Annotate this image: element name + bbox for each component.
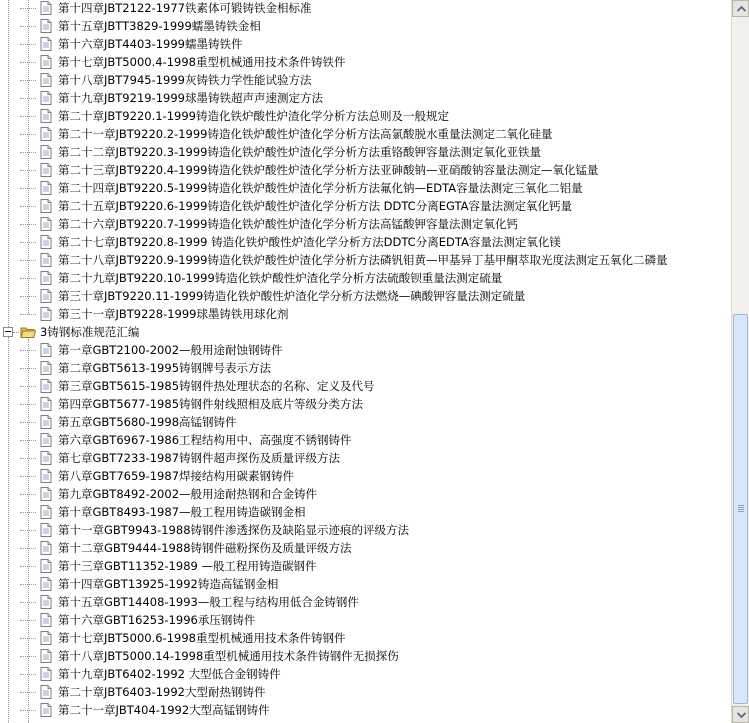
tree-item-label: 第一章GBT2100-2002—般用途耐蚀钢铸件	[58, 343, 283, 357]
tree-item-label: 第十二章GBT9444-1988铸钢件磁粉探伤及质量评级方法	[58, 541, 352, 555]
tree-item-label: 第四章GBT5677-1985铸钢件射线照相及底片等级分类方法	[58, 397, 364, 411]
tree-item-label: 第二十一章JBT9220.2-1999铸造化铁炉酸性炉渣化学分析方法高氯酸脱水重量法测定二氧化硅量	[58, 127, 553, 141]
document-icon	[38, 612, 54, 628]
tree-item-label: 第二十章JBT9220.1-1999铸造化铁炉酸性炉渣化学分析方法总则及一般规定	[58, 109, 449, 123]
scroll-down-button[interactable]	[732, 706, 749, 723]
document-icon	[38, 252, 54, 268]
document-icon	[38, 648, 54, 664]
open-folder-icon	[20, 324, 36, 340]
document-icon	[38, 0, 54, 16]
tree-item[interactable]	[0, 701, 731, 719]
tree-item[interactable]	[0, 71, 731, 89]
tree-item-label: 第十一章GBT9943-1988铸钢件渗透探伤及缺陷显示迹痕的评级方法	[58, 523, 410, 537]
tree-item[interactable]	[0, 0, 731, 17]
document-icon	[38, 468, 54, 484]
tree-item-label: 第十八章JBT7945-1999灰铸铁力学性能试验方法	[58, 73, 312, 87]
tree-item-label: 第十三章GBT11352-1989 —般工程用铸造碳钢件	[58, 559, 317, 573]
document-icon	[38, 396, 54, 412]
document-icon	[38, 180, 54, 196]
document-icon	[38, 432, 54, 448]
tree-item[interactable]	[0, 629, 731, 647]
document-icon	[38, 540, 54, 556]
tree-item-label: 第二十八章JBT9220.9-1999铸造化铁炉酸性炉渣化学分析方法磷钒钼黄—甲基异丁基甲酮萃取光度法测定五氧化二磷量	[58, 253, 668, 267]
tree-item-label: 第二十四章JBT9220.5-1999铸造化铁炉酸性炉渣化学分析方法氟化钠—EDTA容量法测定三氧化二铝量	[58, 181, 583, 195]
tree-item-label: 第九章GBT8492-2002—般用途耐热钢和合金铸件	[58, 487, 318, 501]
tree-item-label: 第二章GBT5613-1995铸钢牌号表示方法	[58, 361, 272, 375]
document-icon	[38, 270, 54, 286]
tree-item-label: 第二十五章JBT9220.6-1999铸造化铁炉酸性炉渣化学分析方法 DDTC分离EGTA容量法测定氧化钙量	[58, 199, 572, 213]
tree-item-label: 第十四章GBT13925-1992铸造高锰钢金相	[58, 577, 279, 591]
scroll-up-arrow-icon	[737, 6, 746, 12]
tree-item[interactable]	[0, 341, 731, 359]
tree-item[interactable]	[0, 215, 731, 233]
document-icon	[38, 54, 54, 70]
tree-item-label: 第五章GBT5680-1998高锰钢铸件	[58, 415, 237, 429]
document-icon	[38, 108, 54, 124]
tree-item[interactable]	[0, 35, 731, 53]
document-icon	[38, 684, 54, 700]
tree-item[interactable]	[0, 287, 731, 305]
tree-folder-label: 3铸钢标准规范汇编	[40, 325, 140, 339]
tree-item[interactable]	[0, 557, 731, 575]
scroll-down-arrow-icon	[737, 712, 746, 718]
tree-item-label: 第十九章JBT9219-1999球墨铸铁超声声速测定方法	[58, 91, 323, 105]
tree-item[interactable]	[0, 197, 731, 215]
tree-item[interactable]	[0, 611, 731, 629]
document-icon	[38, 594, 54, 610]
tree-item-label: 第十九章JBT6402-1992 大型低合金钢铸件	[58, 667, 281, 681]
tree-item[interactable]	[0, 665, 731, 683]
document-icon	[38, 162, 54, 178]
document-icon	[38, 90, 54, 106]
tree-item[interactable]	[0, 575, 731, 593]
document-icon	[38, 126, 54, 142]
document-icon	[38, 450, 54, 466]
tree-item-label: 第十五章JBTT3829-1999蠕墨铸铁金相	[58, 19, 261, 33]
tree-item[interactable]	[0, 647, 731, 665]
tree-item[interactable]	[0, 377, 731, 395]
tree-item[interactable]	[0, 593, 731, 611]
tree-item-label: 第六章GBT6967-1986工程结构用中、高强度不锈钢铸件	[58, 433, 352, 447]
tree-item-label: 第十六章JBT4403-1999蠕墨铸铁件	[58, 37, 243, 51]
tree-item[interactable]	[0, 467, 731, 485]
document-icon	[38, 72, 54, 88]
tree-item-label: 第三章GBT5615-1985铸钢件热处理状态的名称、定义及代号	[58, 379, 375, 393]
tree-folder-row[interactable]	[0, 323, 731, 341]
document-icon	[38, 234, 54, 250]
tree-item[interactable]	[0, 503, 731, 521]
document-icon	[38, 342, 54, 358]
tree-item-label: 第十章GBT8493-1987—般工程用铸造碳钢金相	[58, 505, 306, 519]
document-icon	[38, 504, 54, 520]
tree-item[interactable]	[0, 395, 731, 413]
tree-item[interactable]	[0, 233, 731, 251]
document-icon	[38, 702, 54, 718]
tree-item[interactable]	[0, 539, 731, 557]
document-icon	[38, 666, 54, 682]
tree-item[interactable]	[0, 683, 731, 701]
document-icon	[38, 522, 54, 538]
document-icon	[38, 306, 54, 322]
document-icon	[38, 288, 54, 304]
tree-item[interactable]	[0, 413, 731, 431]
tree-item[interactable]	[0, 449, 731, 467]
tree-item-label: 第三十章JBT9220.11-1999铸造化铁炉酸性炉渣化学分析方法燃烧—碘酸钾容量法测定硫量	[58, 289, 526, 303]
tree-item-label: 第十七章JBT5000.4-1998重型机械通用技术条件铸铁件	[58, 55, 346, 69]
tree-item[interactable]	[0, 161, 731, 179]
tree-item-label: 第二十三章JBT9220.4-1999铸造化铁炉酸性炉渣化学分析方法亚砷酸钠—亚硝酸钠容量法测定—氧化锰量	[58, 163, 599, 177]
tree-item[interactable]	[0, 107, 731, 125]
tree-item-label: 第八章GBT7659-1987焊接结构用碳素钢铸件	[58, 469, 295, 483]
scroll-up-button[interactable]	[732, 0, 749, 17]
tree-item-label: 第二十一章JBT404-1992大型高锰钢铸件	[58, 703, 270, 717]
document-icon	[38, 198, 54, 214]
tree-item-label: 第二十六章JBT9220.7-1999铸造化铁炉酸性炉渣化学分析方法高锰酸钾容量法测定氧化钙	[58, 217, 518, 231]
tree-item-label: 第七章GBT7233-1987铸钢件超声探伤及质量评级方法	[58, 451, 341, 465]
tree-item-label: 第十七章JBT5000.6-1998重型机械通用技术条件铸钢件	[58, 631, 346, 645]
vertical-scrollbar[interactable]	[731, 0, 749, 723]
tree-item[interactable]	[0, 17, 731, 35]
tree-item[interactable]	[0, 521, 731, 539]
tree-item[interactable]	[0, 251, 731, 269]
tree-item[interactable]	[0, 53, 731, 71]
document-icon	[38, 558, 54, 574]
document-icon	[38, 576, 54, 592]
document-icon	[38, 378, 54, 394]
collapse-minus-icon[interactable]	[3, 327, 13, 337]
document-icon	[38, 216, 54, 232]
tree-item[interactable]	[0, 305, 731, 323]
document-icon	[38, 630, 54, 646]
tree-item[interactable]	[0, 359, 731, 377]
tree-item-label: 第十六章GBT16253-1996承压钢铸件	[58, 613, 256, 627]
tree-item-label: 第三十一章JBT9228-1999球墨铸铁用球化剂	[58, 307, 289, 321]
tree-item[interactable]	[0, 485, 731, 503]
document-icon	[38, 360, 54, 376]
tree-item-label: 第十四章JBT2122-1977铁素体可锻铸铁金相标准	[58, 1, 312, 15]
tree-item-label: 第二十七章JBT9220.8-1999 铸造化铁炉酸性炉渣化学分析方法DDTC分离EDTA容量法测定氧化镁	[58, 235, 561, 249]
tree-item-label: 第二十二章JBT9220.3-1999铸造化铁炉酸性炉渣化学分析方法重铬酸钾容量法测定氧化亚铁量	[58, 145, 541, 159]
document-icon	[38, 18, 54, 34]
document-icon	[38, 486, 54, 502]
tree-item[interactable]	[0, 431, 731, 449]
tree-item-label: 第十五章GBT14408-1993—般工程与结构用低合金铸钢件	[58, 595, 359, 609]
document-icon	[38, 36, 54, 52]
scroll-thumb[interactable]	[733, 314, 748, 704]
document-icon	[38, 414, 54, 430]
tree-item[interactable]	[0, 269, 731, 287]
tree-item[interactable]	[0, 125, 731, 143]
tree-item-label: 第二十章JBT6403-1992大型耐热钢铸件	[58, 685, 266, 699]
tree-item-label: 第十八章JBT5000.14-1998重型机械通用技术条件铸钢件无损探伤	[58, 649, 399, 663]
tree-item[interactable]	[0, 179, 731, 197]
tree-item-label: 第二十九章JBT9220.10-1999铸造化铁炉酸性炉渣化学分析方法硫酸钡重量法测定硫量	[58, 271, 503, 285]
tree-item[interactable]	[0, 143, 731, 161]
tree-item[interactable]	[0, 89, 731, 107]
document-icon	[38, 144, 54, 160]
